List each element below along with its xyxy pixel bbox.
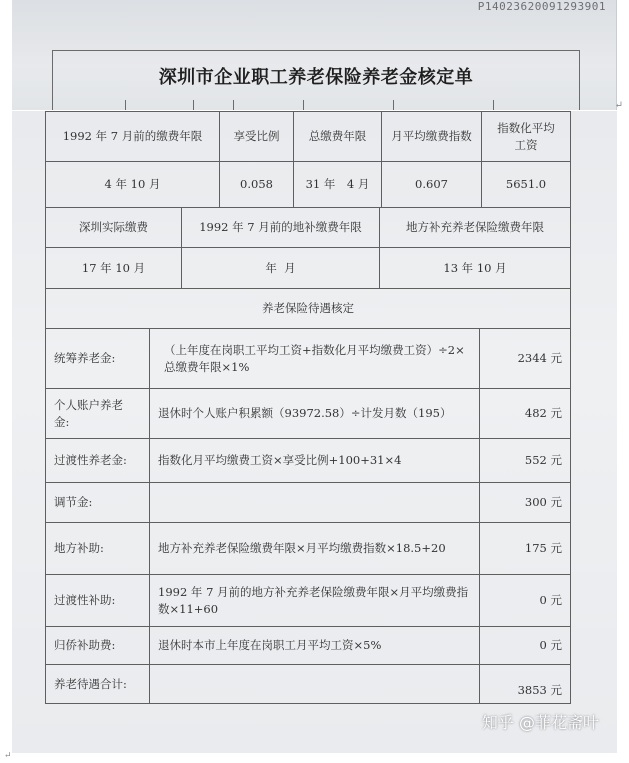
item-label: 归侨补助费: (46, 627, 150, 665)
item-formula: 地方补充养老保险缴费年限×月平均缴费指数×18.5+20 (150, 523, 480, 575)
item-formula (150, 483, 480, 523)
item-formula: 1992 年 7 月前的地方补充养老保险缴费年限×月平均缴费指数×11+60 (150, 575, 480, 627)
item-amount: 482 元 (480, 389, 570, 439)
info-table (45, 111, 571, 289)
item-label: 调节金: (46, 483, 150, 523)
return-mark: ↵ (614, 100, 623, 111)
item-formula: 退休时本市上年度在岗职工月平均工资×5% (150, 627, 480, 665)
value-cell: 17 年 10 月 (46, 248, 182, 288)
value-cell: 年 月 (182, 248, 380, 288)
item-formula: （上年度在岗职工平均工资+指数化月平均缴费工资）÷2×总缴费年限×1% (150, 329, 480, 389)
total-formula-empty (150, 665, 480, 703)
benefits-table (45, 288, 571, 704)
item-label: 过渡性补助: (46, 575, 150, 627)
header-cell: 深圳实际缴费 (46, 208, 182, 248)
item-label: 统筹养老金: (46, 329, 150, 389)
document-code: P14023620091293901 (477, 0, 606, 13)
item-amount: 175 元 (480, 523, 570, 575)
header-cell: 1992 年 7 月前的缴费年限 (46, 112, 220, 162)
item-label: 地方补助: (46, 523, 150, 575)
value-cell: 0.607 (382, 162, 482, 208)
total-amount: 3853 元 (517, 683, 562, 698)
item-label: 过渡性养老金: (46, 439, 150, 483)
value-cell: 5651.0 (482, 162, 570, 208)
header-cell: 总缴费年限 (294, 112, 382, 162)
document-title: 深圳市企业职工养老保险养老金核定单 (158, 67, 474, 88)
title-box (52, 50, 580, 110)
value-cell: 4 年 10 月 (46, 162, 220, 208)
watermark (482, 710, 599, 733)
section-title: 养老保险待遇核定 (46, 289, 570, 329)
title-strip (12, 0, 617, 110)
value-cell: 31 年 4 月 (294, 162, 382, 208)
item-amount: 0 元 (480, 627, 570, 665)
total-label: 养老待遇合计: (46, 665, 150, 703)
item-amount: 2344 元 (480, 329, 570, 389)
zhihu-watermark-text: 知乎 @菲花斋叶 (481, 713, 599, 732)
item-amount: 300 元 (480, 483, 570, 523)
header-cell: 月平均缴费指数 (382, 112, 482, 162)
column-stubs (53, 100, 579, 110)
item-formula: 指数化月平均缴费工资×享受比例+100+31×4 (150, 439, 480, 483)
value-cell: 13 年 10 月 (443, 260, 507, 275)
header-cell: 地方补充养老保险缴费年限 (380, 208, 570, 248)
item-label: 个人账户养老金: (46, 389, 150, 439)
corner-mark: ↵ (4, 751, 12, 761)
table-photo (12, 111, 617, 753)
item-amount: 0 元 (480, 575, 570, 627)
item-amount: 552 元 (480, 439, 570, 483)
value-cell: 0.058 (220, 162, 294, 208)
header-cell: 1992 年 7 月前的地补缴费年限 (182, 208, 380, 248)
header-cell: 指数化平均工资 (482, 112, 570, 162)
item-formula: 退休时个人账户积累额（93972.58）÷计发月数（195） (150, 389, 480, 439)
header-cell: 享受比例 (220, 112, 294, 162)
